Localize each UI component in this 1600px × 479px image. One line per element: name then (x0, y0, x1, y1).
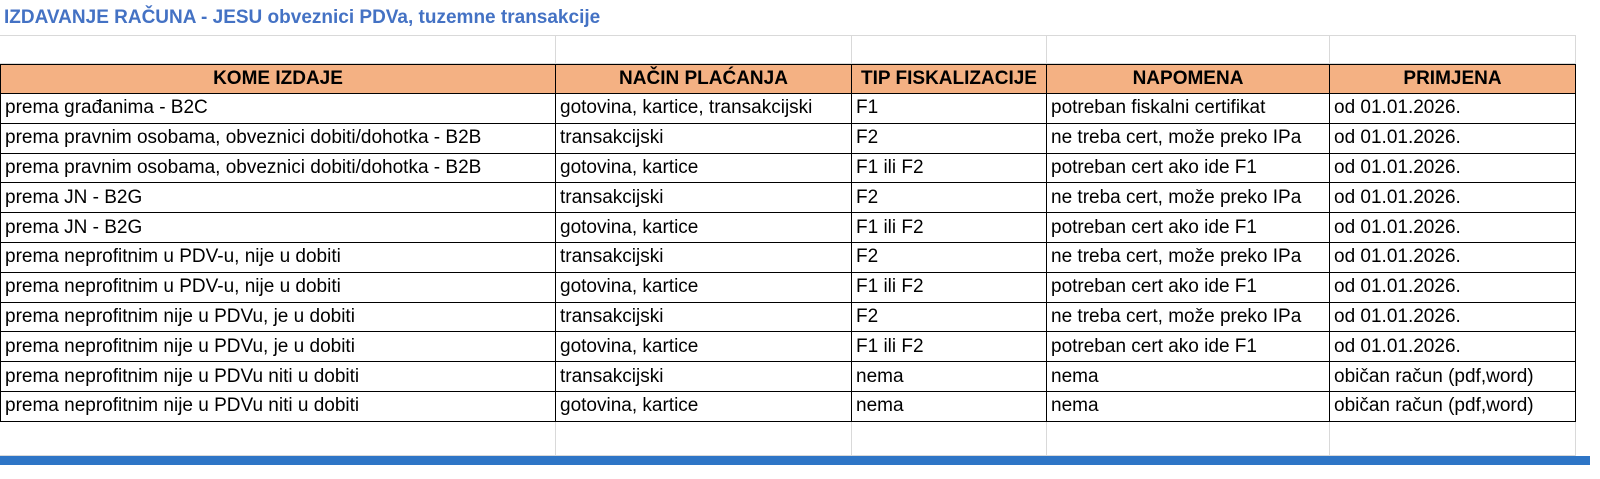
cell-nacin-placanja[interactable]: gotovina, kartice (556, 273, 852, 303)
cell-kome-izdaje[interactable]: prema građanima - B2C (0, 94, 556, 124)
cell-kome-izdaje[interactable]: prema neprofitnim nije u PDVu, je u dobiti (0, 303, 556, 333)
grid-cell[interactable] (556, 422, 852, 456)
cell-primjena[interactable]: od 01.01.2026. (1330, 183, 1576, 213)
grid-cell[interactable] (1047, 0, 1330, 36)
cell-primjena[interactable]: od 01.01.2026. (1330, 154, 1576, 184)
table-row (0, 303, 1576, 333)
cell-napomena[interactable]: ne treba cert, može preko IPa (1047, 243, 1330, 273)
header-napomena[interactable]: NAPOMENA (1047, 64, 1330, 94)
cell-napomena[interactable]: ne treba cert, može preko IPa (1047, 183, 1330, 213)
table-row (0, 154, 1576, 184)
cell-primjena[interactable]: od 01.01.2026. (1330, 243, 1576, 273)
cell-tip-fiskalizacije[interactable]: F1 ili F2 (852, 332, 1047, 362)
header-row (0, 64, 1576, 94)
cell-tip-fiskalizacije[interactable]: F2 (852, 243, 1047, 273)
empty-row (0, 36, 1576, 64)
grid-cell[interactable] (556, 0, 852, 36)
cell-kome-izdaje[interactable]: prema JN - B2G (0, 183, 556, 213)
cell-tip-fiskalizacije[interactable]: nema (852, 362, 1047, 392)
cell-napomena[interactable]: potreban cert ako ide F1 (1047, 154, 1330, 184)
sheet-title[interactable]: IZDAVANJE RAČUNA - JESU obveznici PDVa, tuzemne transakcije (4, 7, 601, 28)
grid-cell[interactable] (852, 422, 1047, 456)
cell-primjena[interactable]: običan račun (pdf,word) (1330, 362, 1576, 392)
cell-napomena[interactable]: nema (1047, 362, 1330, 392)
cell-nacin-placanja[interactable]: gotovina, kartice, transakcijski (556, 94, 852, 124)
cell-napomena[interactable]: ne treba cert, može preko IPa (1047, 124, 1330, 154)
cell-tip-fiskalizacije[interactable]: F1 ili F2 (852, 154, 1047, 184)
header-kome-izdaje[interactable]: KOME IZDAJE (0, 64, 556, 94)
table-row (0, 392, 1576, 422)
table-row (0, 243, 1576, 273)
cell-nacin-placanja[interactable]: transakcijski (556, 243, 852, 273)
cell-nacin-placanja[interactable]: gotovina, kartice (556, 213, 852, 243)
cell-nacin-placanja[interactable]: gotovina, kartice (556, 154, 852, 184)
grid-cell[interactable] (0, 422, 556, 456)
cell-primjena[interactable]: od 01.01.2026. (1330, 94, 1576, 124)
header-nacin-placanja[interactable]: NAČIN PLAĆANJA (556, 64, 852, 94)
grid-cell[interactable] (1330, 0, 1576, 36)
table-row (0, 213, 1576, 243)
cell-kome-izdaje[interactable]: prema neprofitnim u PDV-u, nije u dobiti (0, 243, 556, 273)
header-tip-fiskalizacije[interactable]: TIP FISKALIZACIJE (852, 64, 1047, 94)
cell-tip-fiskalizacije[interactable]: nema (852, 392, 1047, 422)
grid-cell[interactable] (1047, 36, 1330, 64)
table-row (0, 124, 1576, 154)
cell-tip-fiskalizacije[interactable]: F1 (852, 94, 1047, 124)
header-primjena[interactable]: PRIMJENA (1330, 64, 1576, 94)
cell-primjena[interactable]: od 01.01.2026. (1330, 273, 1576, 303)
grid-cell[interactable] (1330, 422, 1576, 456)
grid-cell[interactable] (556, 36, 852, 64)
grid-cell[interactable] (1330, 36, 1576, 64)
cell-tip-fiskalizacije[interactable]: F1 ili F2 (852, 273, 1047, 303)
cell-tip-fiskalizacije[interactable]: F1 ili F2 (852, 213, 1047, 243)
cell-tip-fiskalizacije[interactable]: F2 (852, 183, 1047, 213)
cell-napomena[interactable]: potreban cert ako ide F1 (1047, 213, 1330, 243)
cell-kome-izdaje[interactable]: prema neprofitnim nije u PDVu niti u dobiti (0, 392, 556, 422)
cell-nacin-placanja[interactable]: transakcijski (556, 362, 852, 392)
table-row (0, 183, 1576, 213)
cell-tip-fiskalizacije[interactable]: F2 (852, 124, 1047, 154)
table-row (0, 362, 1576, 392)
cell-primjena[interactable]: od 01.01.2026. (1330, 213, 1576, 243)
cell-tip-fiskalizacije[interactable]: F2 (852, 303, 1047, 333)
table-row (0, 332, 1576, 362)
cell-kome-izdaje[interactable]: prema neprofitnim nije u PDVu, je u dobiti (0, 332, 556, 362)
cell-napomena[interactable]: ne treba cert, može preko IPa (1047, 303, 1330, 333)
cell-kome-izdaje[interactable]: prema pravnim osobama, obveznici dobiti/dohotka - B2B (0, 154, 556, 184)
cell-kome-izdaje[interactable]: prema neprofitnim u PDV-u, nije u dobiti (0, 273, 556, 303)
title-row (0, 0, 1576, 36)
grid-cell[interactable] (852, 36, 1047, 64)
grid-cell[interactable] (0, 0, 556, 36)
cell-napomena[interactable]: potreban cert ako ide F1 (1047, 332, 1330, 362)
cell-primjena[interactable]: od 01.01.2026. (1330, 332, 1576, 362)
cell-nacin-placanja[interactable]: gotovina, kartice (556, 392, 852, 422)
cell-kome-izdaje[interactable]: prema pravnim osobama, obveznici dobiti/dohotka - B2B (0, 124, 556, 154)
cell-primjena[interactable]: običan račun (pdf,word) (1330, 392, 1576, 422)
cell-primjena[interactable]: od 01.01.2026. (1330, 124, 1576, 154)
cell-nacin-placanja[interactable]: transakcijski (556, 303, 852, 333)
grid-cell[interactable] (1047, 422, 1330, 456)
cell-napomena[interactable]: nema (1047, 392, 1330, 422)
blue-divider-bar (0, 456, 1590, 465)
cell-napomena[interactable]: potreban cert ako ide F1 (1047, 273, 1330, 303)
empty-row (0, 422, 1576, 456)
cell-nacin-placanja[interactable]: gotovina, kartice (556, 332, 852, 362)
grid-cell[interactable] (0, 36, 556, 64)
grid-cell[interactable] (852, 0, 1047, 36)
cell-primjena[interactable]: od 01.01.2026. (1330, 303, 1576, 333)
cell-nacin-placanja[interactable]: transakcijski (556, 183, 852, 213)
cell-kome-izdaje[interactable]: prema neprofitnim nije u PDVu niti u dobiti (0, 362, 556, 392)
cell-napomena[interactable]: potreban fiskalni certifikat (1047, 94, 1330, 124)
table-row (0, 94, 1576, 124)
cell-nacin-placanja[interactable]: transakcijski (556, 124, 852, 154)
table-row (0, 273, 1576, 303)
cell-kome-izdaje[interactable]: prema JN - B2G (0, 213, 556, 243)
